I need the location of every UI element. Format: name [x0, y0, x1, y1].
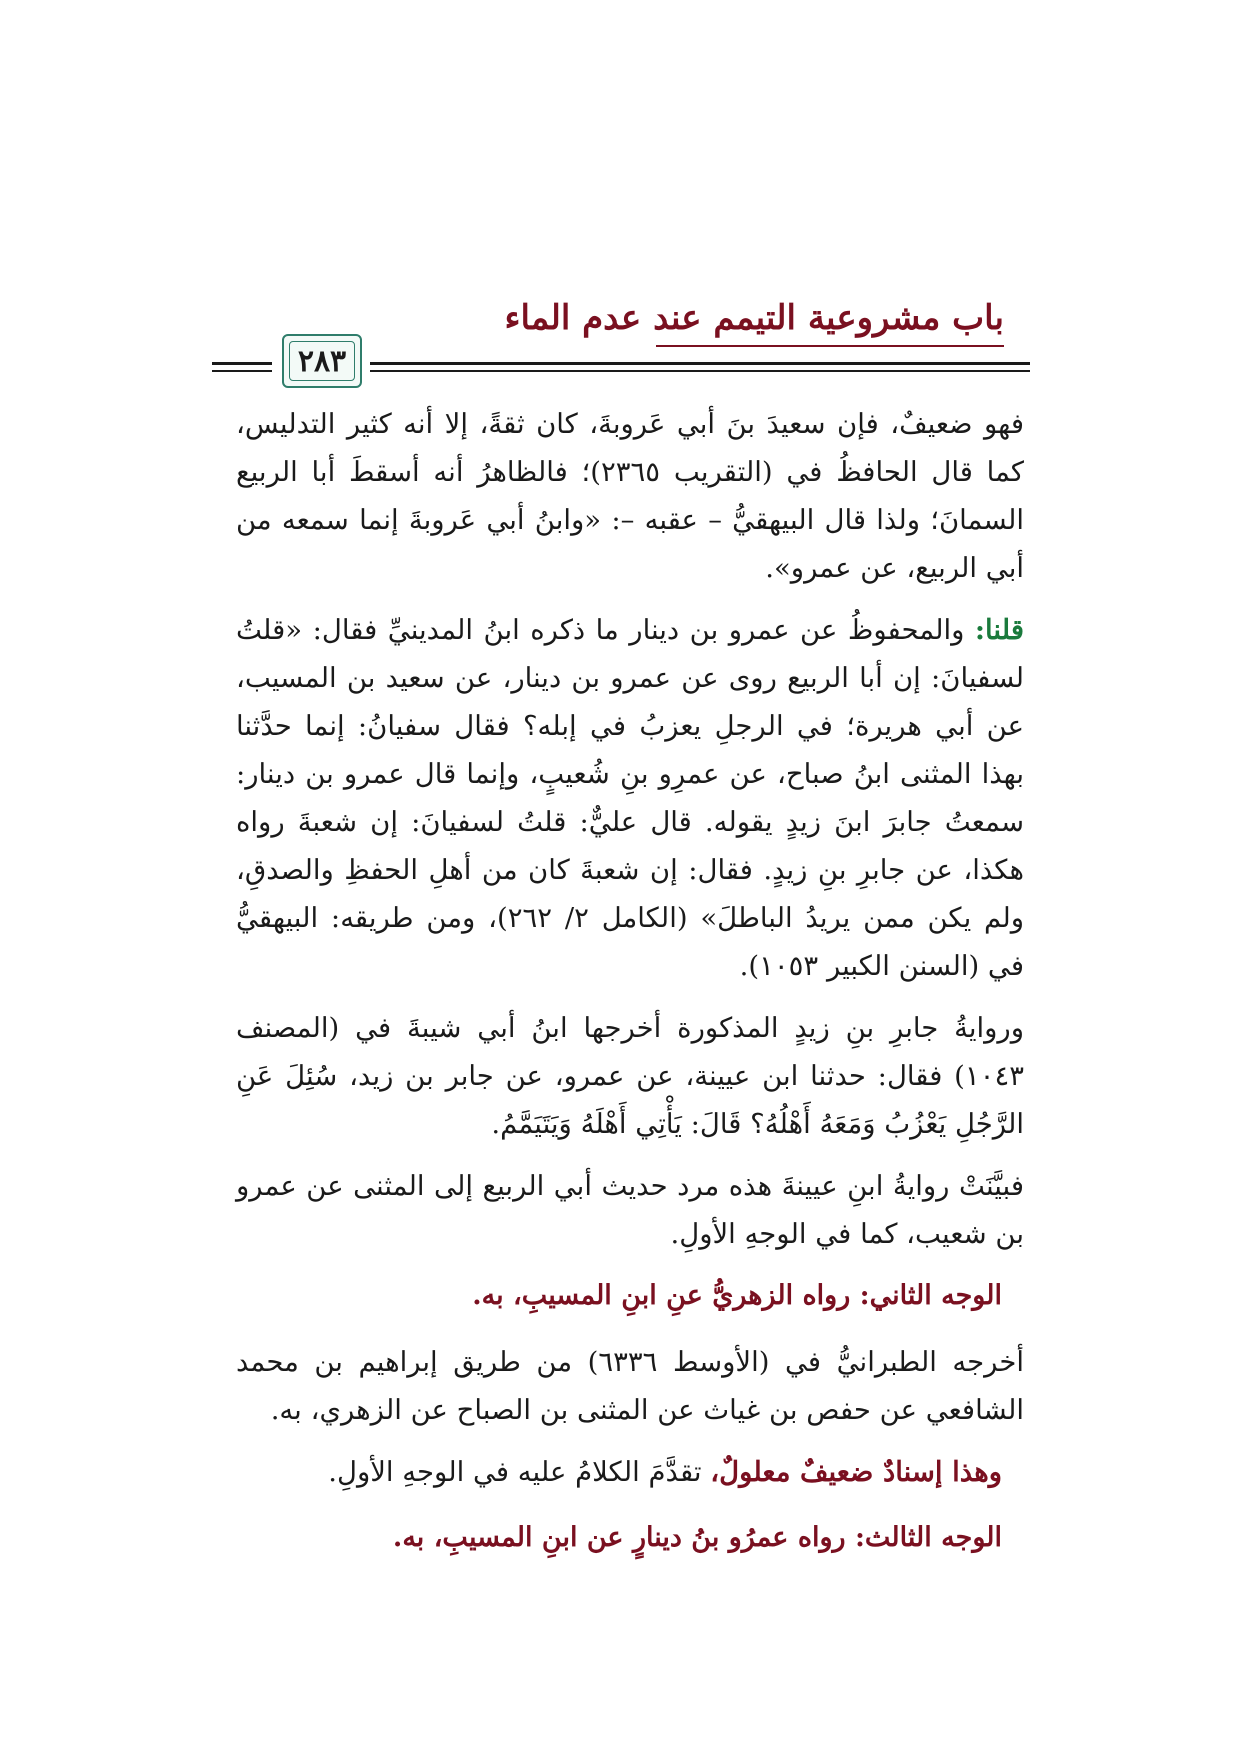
paragraph: فبيَّنَتْ روايةُ ابنِ عيينةَ هذه مرد حديث أبي الربيع إلى المثنى عن عمرو بن شعيب، كما في الوجهِ الأولِ. — [236, 1170, 1024, 1250]
running-title: باب مشروعية التيمم عند عدم الماء — [504, 298, 1004, 338]
header-rule — [212, 362, 272, 365]
paragraph-text: والمحفوظُ عن عمرو بن دينار ما ذكره ابنُ المدينيِّ فقال: «قلتُ لسفيانَ: إن أبا الربيع روى عن عمرو بن دينار، عن سعيد بن المسيب، عن أبي هريرة؛ في الرجلِ يعزبُ في إبله؟ فقال سفيانُ: إنما حدَّثنا بهذا المثنى ابنُ صباح، عن عمرِو بنِ شُعيبٍ، وإنما قال عمرو بن دينار: سمعتُ جابرَ ابنَ زيدٍ يقوله. قال عليٌّ: قلتُ لسفيانَ: إن شعبةَ رواه هكذا، عن جابرِ بنِ زيدٍ. فقال: إن شعبةَ كان من أهلِ الحفظِ والصدقِ، ولم يكن ممن يريدُ الباطلَ» (الكامل ٢/ ٢٦٢)، ومن طريقه: البيهقيُّ في (السنن الكبير ١٠٥٣). — [236, 614, 1025, 982]
title-underline — [656, 345, 1004, 347]
paragraph-text: تقدَّمَ الكلامُ عليه في الوجهِ الأولِ. — [328, 1456, 711, 1488]
paragraph — [236, 606, 1024, 990]
body-text — [236, 400, 1024, 1580]
page-number-badge — [282, 334, 362, 388]
paragraph: أخرجه الطبرانيُّ في (الأوسط ٦٣٣٦) من طريق إبراهيم بن محمد الشافعي عن حفص بن غياث عن المثنى بن الصباح عن الزهري، به. — [236, 1346, 1024, 1426]
paragraph — [236, 1448, 1024, 1496]
paragraph: وروايةُ جابرِ بنِ زيدٍ المذكورة أخرجها ابنُ أبي شيبةَ في (المصنف ١٠٤٣) فقال: حدثنا ابن عيينة، عن عمرو، عن جابر بن زيد، سُئِلَ عَنِ الرَّجُلِ يَعْزُبُ وَمَعَهُ أَهْلُهُ؟ قَالَ: يَأْتِي أَهْلَهُ وَيَتَيَمَّمُ. — [236, 1012, 1024, 1140]
section-heading: الوجه الثالث: رواه عمرُو بنُ دينارٍ عن ابنِ المسيبِ، به. — [392, 1522, 1002, 1553]
header-rule — [370, 370, 1030, 372]
paragraph: فهو ضعيفٌ، فإن سعيدَ بنَ أبي عَروبةَ، كان ثقةً، إلا أنه كثير التدليس، كما قال الحافظُ في (التقريب ٢٣٦٥)؛ فالظاهرُ أنه أسقطَ أبا الربيع السمانَ؛ ولذا قال البيهقيُّ – عقبه –: «وابنُ أبي عَروبةَ إنما سمعه من أبي الربيع، عن عمرو». — [236, 408, 1024, 584]
section-heading: الوجه الثاني: رواه الزهريُّ عنِ ابنِ المسيبِ، به. — [472, 1280, 1002, 1311]
paragraph-lead: وهذا إسنادٌ ضعيفٌ معلولٌ، — [710, 1456, 1002, 1488]
header-rule — [212, 370, 272, 372]
header-rule — [370, 362, 1030, 365]
paragraph-lead: قلنا: — [974, 614, 1024, 646]
page-number: ٢٨٣ — [297, 343, 347, 379]
